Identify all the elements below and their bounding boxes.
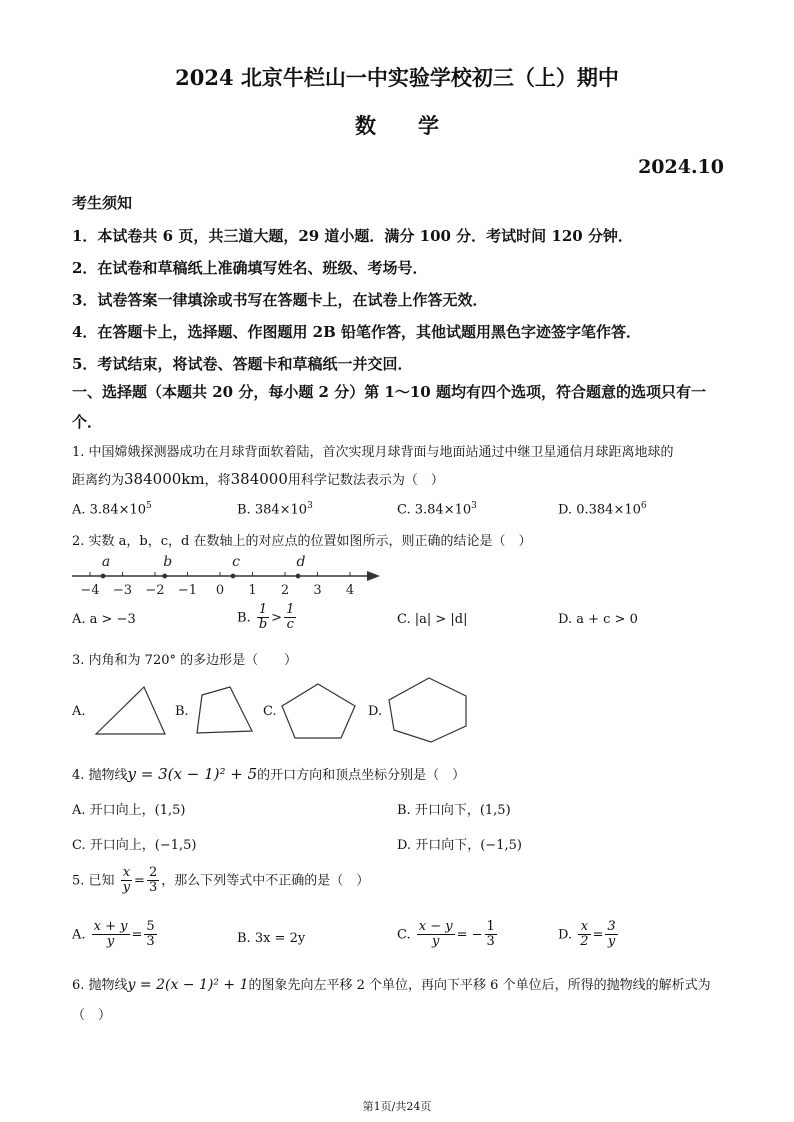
hexagon-figure [386, 674, 472, 746]
q2-option-b: B. $\frac{1}{b}$ > $\frac{1}{c}$ [237, 602, 295, 633]
q1-option-a: A. $3.84\times 10^5$ [72, 501, 152, 518]
q1-text-a: 距离约为 [72, 473, 125, 488]
q3-stem: 3. 内角和为 720° 的多边形是（ ） [72, 653, 298, 668]
subject-title: 数 学 [355, 113, 439, 138]
tick-label: 4 [345, 583, 355, 598]
q4-option-a: A. 开口向上，(1,5) [72, 803, 186, 818]
q5-option-b: B. 3x = 2y [237, 931, 306, 946]
tick-label: 2 [280, 583, 290, 598]
tick-label: −3 [112, 583, 133, 598]
point-label-a: a [101, 554, 111, 570]
q4-option-c: C. 开口向上，(−1,5) [72, 838, 197, 853]
point-label-b: b [163, 554, 173, 570]
pentagon-figure [278, 680, 362, 742]
q3-option-d-label: D. [368, 704, 383, 719]
section-heading: 一、选择题（本题共 20 分，每小题 2 分）第 1～10 题均有四个选项，符合题意的选项只有一 [72, 383, 706, 401]
number-line-points [101, 554, 306, 578]
q1-option-b: B. $384\times 10^3$ [237, 501, 313, 518]
page-title: 2024 北京牛栏山一中实验学校初三（上）期中 [175, 65, 619, 90]
notice-item: 5．考试结束，将试卷、答题卡和草稿纸一并交回． [72, 355, 413, 373]
triangle-figure [92, 683, 172, 738]
number-line [68, 550, 388, 600]
point-a [101, 574, 106, 579]
q1-text-b: ，将 [204, 473, 231, 488]
q5-option-d: D. $\frac{x}{2}$ = $\frac{3}{y}$ [558, 919, 616, 950]
q6-stem: 6. 抛物线y = 2(x − 1)² + 1的图象先向左平移 2 个单位，再向下平移 6 个单位后，所得的抛物线的解析式为 [72, 977, 711, 993]
section-heading-cont: 个． [72, 413, 103, 431]
q1-option-c: C. $3.84\times 10^3$ [397, 501, 477, 518]
q2-option-a: A. a > −3 [72, 612, 136, 627]
exam-date: 2024.10 [638, 156, 724, 178]
tick-label: −4 [80, 583, 100, 598]
q6-stem-line2: （ ） [72, 1008, 112, 1023]
point-b [162, 574, 167, 579]
point-label-d: d [296, 554, 306, 570]
q4-option-b: B. 开口向下，(1,5) [397, 803, 511, 818]
quadrilateral-figure [192, 683, 257, 738]
q2-option-c: C. |a| > |d| [397, 612, 468, 627]
page-footer: 第1页/共24页 [362, 1100, 432, 1113]
q1-stem-line2 [72, 469, 444, 488]
q3-option-b-label: B. [175, 704, 189, 719]
notice-item: 4．在答题卡上，选择题、作图题用 2B 铅笔作答，其他试题用黑色字迹签字笔作答． [72, 323, 642, 341]
q4-formula: y = 3(x − 1)² + 5 [127, 765, 258, 783]
point-d [296, 574, 301, 579]
tick-label: −1 [177, 583, 198, 598]
tick-label: 0 [215, 583, 225, 598]
q5-option-a: A. $\frac{x + y}{y}$ = $\frac{5}{3}$ [72, 919, 155, 950]
q4-stem: 4. 抛物线y = 3(x − 1)² + 5的开口方向和顶点坐标分别是（ ） [72, 765, 466, 783]
q5-option-c: C. $\frac{x - y}{y}$ = − $\frac{1}{3}$ [397, 919, 495, 950]
tick-label: −2 [145, 583, 165, 598]
point-label-c: c [232, 554, 240, 570]
notice-item: 3．试卷答案一律填涂或书写在答题卡上，在试卷上作答无效． [72, 291, 488, 309]
q6-formula: y = 2(x − 1)² + 1 [127, 977, 249, 993]
tick-label: 1 [248, 583, 257, 598]
notice-heading: 考生须知 [72, 194, 133, 212]
q2-option-d: D. a + c > 0 [558, 612, 638, 627]
q3-option-a-label: A. [72, 704, 86, 719]
q3-option-c-label: C. [263, 704, 277, 719]
q4-option-d: D. 开口向下，(−1,5) [397, 838, 522, 853]
q2-stem: 2. 实数 a，b，c，d 在数轴上的对应点的位置如图所示，则正确的结论是（ ） [72, 534, 532, 549]
notice-item: 2．在试卷和草稿纸上准确填写姓名、班级、考场号． [72, 259, 428, 277]
q1-number: 384000 [230, 470, 288, 488]
q1-text-c: 用科学记数法表示为（ ） [287, 473, 444, 488]
q1-stem: 1. 中国嫦娥探测器成功在月球背面软着陆，首次实现月球背面与地面站通过中继卫星通信月球距离地球的 [72, 445, 674, 460]
q1-option-d: D. $0.384\times 10^6$ [558, 501, 647, 518]
q1-distance: 384000km [124, 470, 205, 488]
tick-label: 3 [313, 583, 322, 598]
notice-item: 1．本试卷共 6 页，共三道大题，29 道小题．满分 100 分．考试时间 120 分钟． [72, 227, 633, 245]
q5-stem: 5. 已知 $\frac{x}{y}$ = $\frac{2}{3}$ ，那么下列等式中不正确的是（ ） [72, 865, 370, 896]
point-c [231, 574, 236, 579]
